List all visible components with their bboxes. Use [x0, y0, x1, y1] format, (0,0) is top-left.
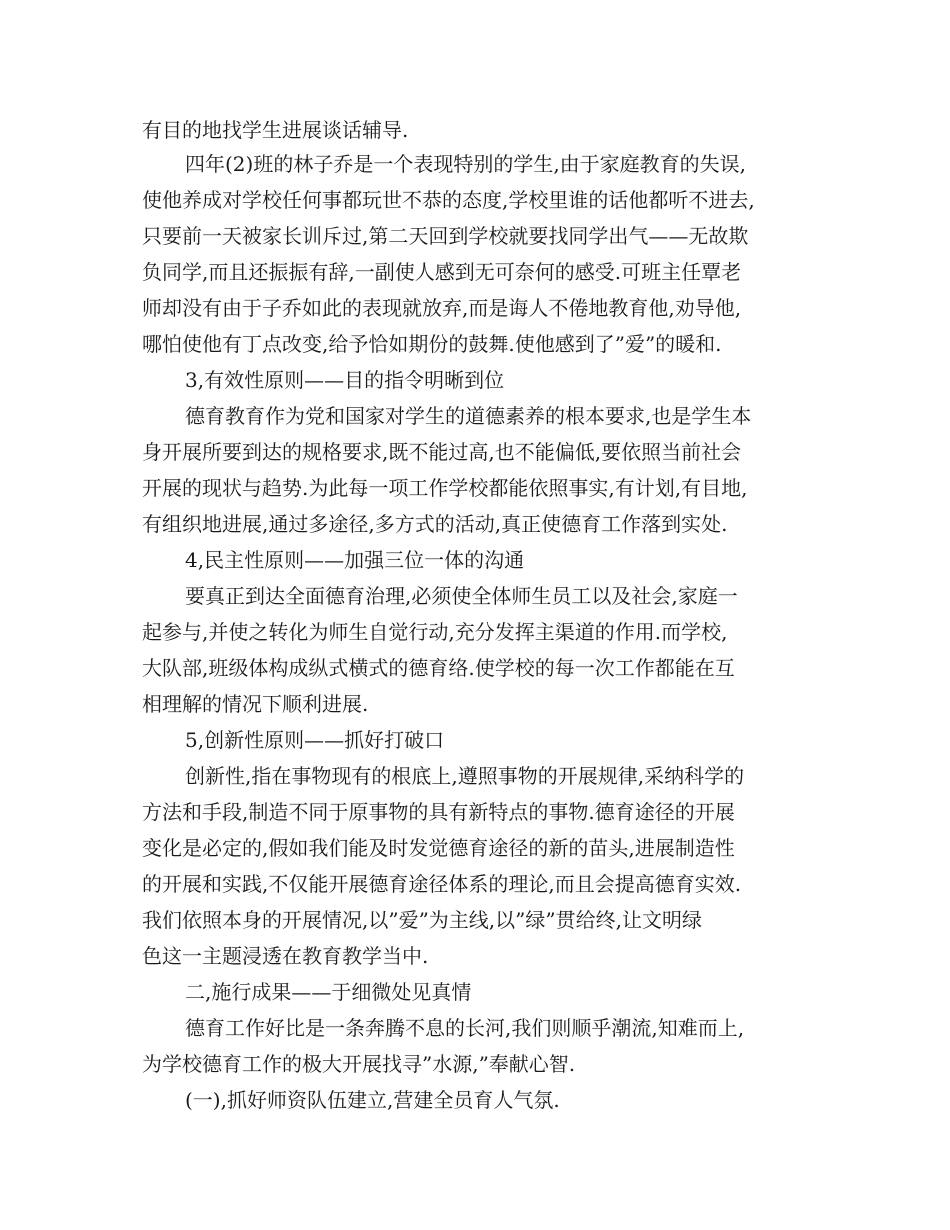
- text-line: 5,创新性原则——抓好打破口: [185, 728, 445, 752]
- text-line: 负同学,而且还振振有辞,一副使人感到无可奈何的感受.可班主任覃老: [142, 260, 742, 284]
- text-line: 师却没有由于子乔如此的表现就放弃,而是诲人不倦地教育他,劝导他,: [142, 296, 742, 320]
- text-line: 身开展所要到达的规格要求,既不能过高,也不能偏低,要依照当前社会: [142, 440, 742, 464]
- text-line: 相理解的情况下顺利进展.: [142, 692, 369, 716]
- text-line: 的开展和实践,不仅能开展德育途径体系的理论,而且会提高德育实效.: [142, 872, 742, 896]
- text-line: 我们依照本身的开展情况,以”爱”为主线,以”绿”贯给终,让文明绿: [142, 908, 702, 932]
- text-line: 开展的现状与趋势.为此每一项工作学校都能依照事实,有计划,有目地,: [142, 476, 748, 500]
- text-line: 四年(2)班的林子乔是一个表现特别的学生,由于家庭教育的失误,: [185, 152, 747, 176]
- text-line: 德育工作好比是一条奔腾不息的长河,我们则顺乎潮流,知难而上,: [185, 1016, 745, 1040]
- text-line: 3,有效性原则——目的指令明晰到位: [185, 368, 505, 392]
- text-line: 要真正到达全面德育治理,必须使全体师生员工以及社会,家庭一: [185, 584, 738, 608]
- text-line: 使他养成对学校任何事都玩世不恭的态度,学校里谁的话他都听不进去,: [142, 188, 755, 212]
- text-line: 二,施行成果——于细微处见真情: [185, 980, 472, 1004]
- text-line: 大队部,班级体构成纵式横式的德育络.使学校的每一次工作都能在互: [142, 656, 735, 680]
- text-line: 有目的地找学生进展谈话辅导.: [142, 118, 409, 142]
- text-line: 有组织地进展,通过多途径,多方式的活动,真正使德育工作落到实处.: [142, 512, 728, 536]
- text-line: 德育教育作为党和国家对学生的道德素养的根本要求,也是学生本: [185, 404, 752, 428]
- text-line: 4,民主性原则——加强三位一体的沟通: [185, 548, 525, 572]
- text-line: 只要前一天被家长训斥过,第二天回到学校就要找同学出气——无故欺: [142, 224, 749, 248]
- text-line: 方法和手段,制造不同于原事物的具有新特点的事物.德育途径的开展: [142, 800, 735, 824]
- text-line: 创新性,指在事物现有的根底上,遵照事物的开展规律,采纳科学的: [185, 764, 745, 788]
- text-line: 为学校德育工作的极大开展找寻”水源,”奉献心智.: [142, 1052, 576, 1076]
- text-line: 起参与,并使之转化为师生自觉行动,充分发挥主渠道的作用.而学校,: [142, 620, 728, 644]
- text-line: 哪怕使他有丁点改变,给予恰如期份的鼓舞.使他感到了”爱”的暖和.: [142, 332, 722, 356]
- text-line: 色这一主题浸透在教育教学当中.: [142, 944, 429, 968]
- text-line: (一),抓好师资队伍建立,营建全员育人气氛.: [185, 1088, 560, 1112]
- text-line: 变化是必定的,假如我们能及时发觉德育途径的新的苗头,进展制造性: [142, 836, 735, 860]
